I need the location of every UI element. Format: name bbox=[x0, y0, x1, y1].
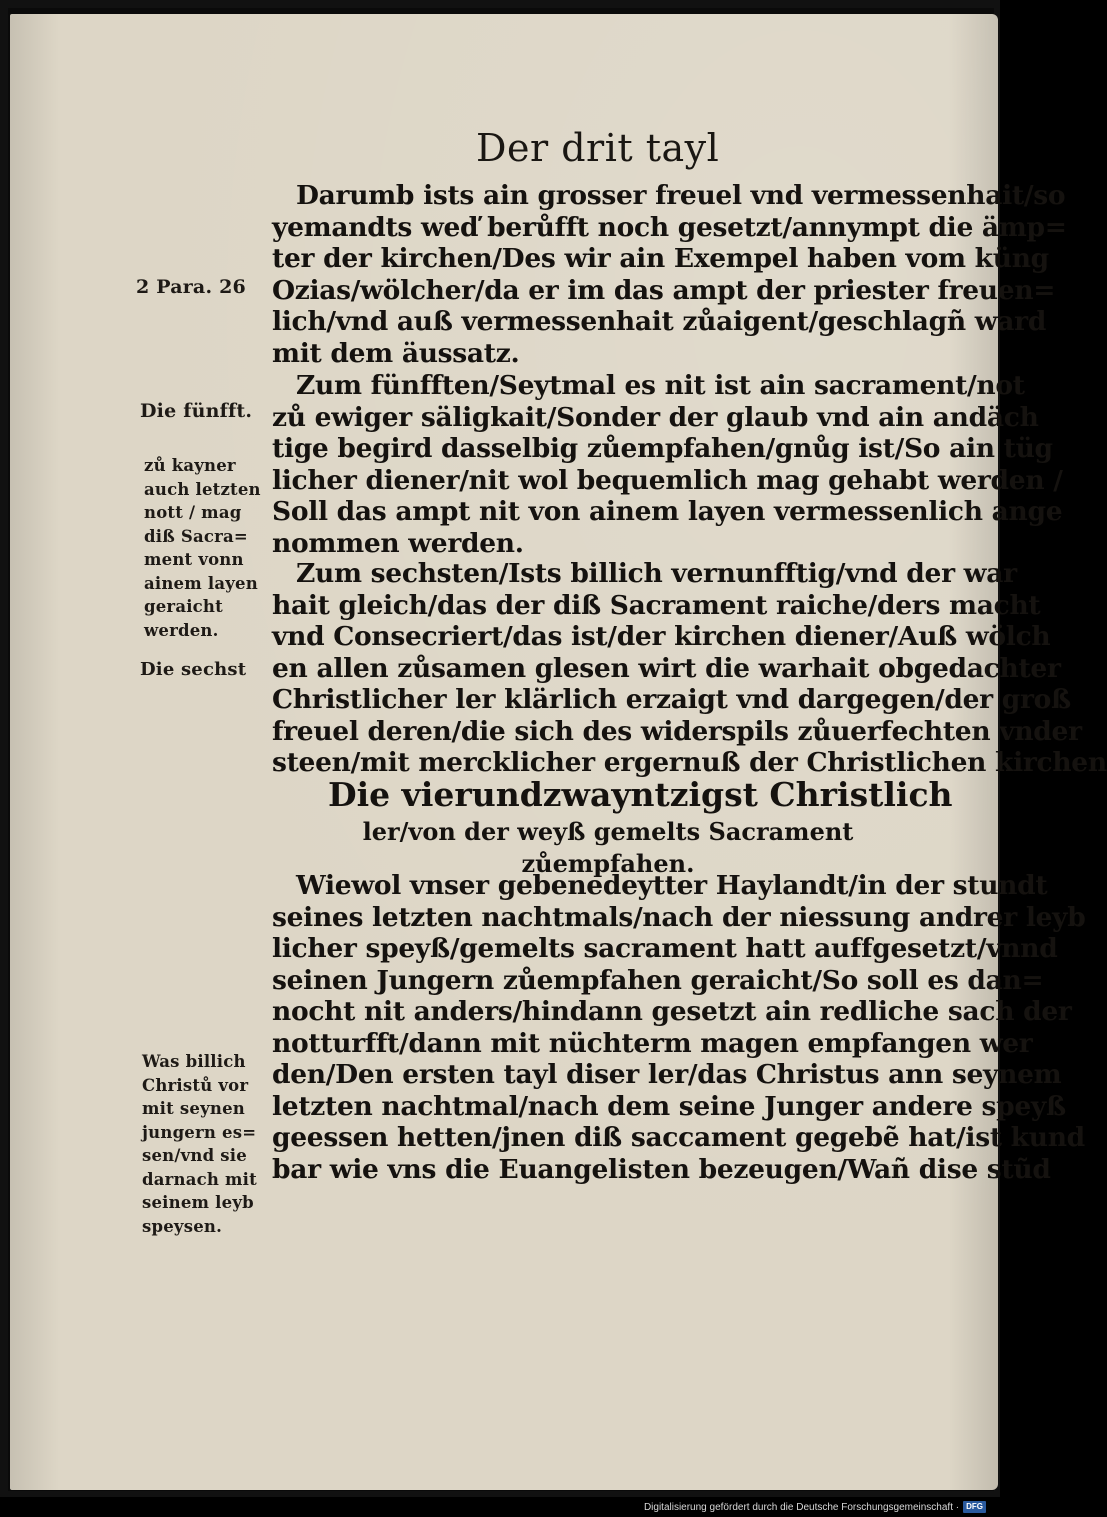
margin-note-line: Die sechst bbox=[140, 659, 247, 680]
text-line: hait gleich/das der diß Sacrament raiche/ders macht bbox=[272, 589, 1041, 621]
margin-note-line: 2 Para. 26 bbox=[136, 276, 246, 298]
book-page bbox=[10, 14, 1107, 1490]
text-line: licher diener/nit wol bequemlich mag gehabt werden / bbox=[272, 464, 1063, 496]
scan-border-top bbox=[0, 0, 1000, 8]
margin-note-line: zů kayner bbox=[144, 456, 236, 475]
text-line: bar wie vns die Euangelisten bezeugen/Wañ dise stũd bbox=[272, 1153, 1051, 1185]
text-line: letzten nachtmal/nach dem seine Junger andere speyß bbox=[272, 1090, 1066, 1122]
text-line: seines letzten nachtmals/nach der niessung andrer leyb bbox=[272, 901, 1086, 933]
text-line: lich/vnd auß vermessenhait zůaigent/geschlagñ ward bbox=[272, 306, 1047, 337]
text-line: en allen zůsamen glesen wirt die warhait obgedachter bbox=[272, 652, 1061, 684]
margin-note-line: mit seynen bbox=[142, 1099, 245, 1118]
text-line: steen/mit mercklicher ergernuß der Christlichen kirchen bbox=[272, 747, 1107, 778]
chapter-heading-line: ler/von der weyß gemelts Sacrament bbox=[362, 817, 854, 846]
running-head: Der drit tayl bbox=[476, 126, 720, 170]
margin-note-fuenfft bbox=[140, 400, 252, 424]
margin-note-line: diß Sacra= bbox=[144, 526, 248, 546]
text-line: Wiewol vnser gebenedeytter Haylandt/in der stundt bbox=[296, 870, 1048, 901]
margin-note-line: Christů vor bbox=[142, 1075, 249, 1095]
margin-note-line: Was billich bbox=[142, 1052, 246, 1071]
text-line: notturfft/dann mit nüchterm magen empfangen wer bbox=[272, 1027, 1033, 1059]
chapter-heading-line: zůempfahen. bbox=[521, 849, 695, 878]
text-line: licher speyß/gemelts sacrament hatt auffgesetzt/vnnd bbox=[272, 933, 1058, 964]
scan-border-bottom bbox=[0, 1491, 1000, 1497]
margin-note-line: sen/vnd sie bbox=[142, 1146, 247, 1165]
text-line: vnd Consecriert/das ist/der kirchen diener/Auß wölch bbox=[272, 621, 1051, 652]
margin-note-wasbillich bbox=[142, 1050, 257, 1238]
text-line: Zum sechsten/Ists billich vernunfftig/vnd der war bbox=[296, 558, 1017, 589]
paragraph-1 bbox=[272, 180, 1067, 369]
text-line: freuel deren/die sich des widerspils zůuerfechten vnder bbox=[272, 715, 1082, 747]
margin-note-sechst bbox=[140, 658, 246, 682]
text-line: seinen Jungern zůempfahen geraicht/So soll es dan= bbox=[272, 964, 1044, 996]
text-line: tige begird dasselbig zůempfahen/gnůg ist/So ain tüg bbox=[272, 433, 1053, 464]
footer-text: Digitalisierung gefördert durch die Deutsche Forschungsgemeinschaft · bbox=[643, 1501, 960, 1513]
paragraph-4 bbox=[272, 870, 1086, 1185]
text-line: nocht nit anders/hindann gesetzt ain redliche sach der bbox=[272, 996, 1072, 1027]
chapter-heading-line: Die vierundzwayntzigst Christlich bbox=[328, 775, 953, 814]
margin-note-line: ainem layen bbox=[144, 573, 258, 593]
dfg-footer bbox=[644, 1500, 986, 1514]
text-line: zů ewiger säligkait/Sonder der glaub vnd ain andäch bbox=[272, 401, 1039, 433]
margin-note-line: auch letzten bbox=[144, 479, 261, 499]
margin-note-reference bbox=[136, 276, 246, 300]
text-line: nommen werden. bbox=[272, 527, 524, 559]
margin-note-line: Die fünfft. bbox=[140, 400, 253, 422]
margin-note-line: seinem leyb bbox=[142, 1193, 254, 1212]
text-line: Ozias/wölcher/da er im das ampt der priester freuen= bbox=[272, 274, 1056, 306]
text-line: den/Den ersten tayl diser ler/das Christus ann seynem bbox=[272, 1059, 1062, 1090]
scan-border-left bbox=[0, 0, 8, 1497]
margin-note-line: jungern es= bbox=[142, 1122, 257, 1142]
margin-note-line: darnach mit bbox=[142, 1169, 257, 1189]
text-line: yemandts weď berůfft noch gesetzt/annympt die ämp= bbox=[272, 211, 1067, 243]
text-line: mit dem äussatz. bbox=[272, 337, 520, 369]
text-line: Soll das ampt nit von ainem layen vermessenlich ange bbox=[272, 496, 1063, 527]
paragraph-2 bbox=[272, 370, 1063, 559]
text-line: geessen hetten/jnen diß saccament gegebẽ hat/ist kund bbox=[272, 1122, 1085, 1153]
margin-note-line: geraicht bbox=[144, 597, 223, 616]
margin-note-line: nott / mag bbox=[144, 503, 242, 522]
margin-note-kayner bbox=[144, 454, 261, 642]
margin-note-line: werden. bbox=[144, 620, 219, 640]
margin-note-line: ment vonn bbox=[144, 550, 244, 569]
chapter-heading bbox=[328, 774, 953, 880]
text-line: ter der kirchen/Des wir ain Exempel haben vom küng bbox=[272, 243, 1049, 274]
margin-note-line: speysen. bbox=[142, 1216, 223, 1236]
text-line: Zum fünfften/Seytmal es nit ist ain sacrament/not bbox=[296, 370, 1025, 401]
text-line: Christlicher ler klärlich erzaigt vnd dargegen/der groß bbox=[272, 684, 1071, 715]
dfg-logo-icon: DFG bbox=[963, 1501, 986, 1513]
paragraph-3 bbox=[272, 558, 1107, 779]
text-line: Darumb ists ain grosser freuel vnd vermessenhait/so bbox=[296, 180, 1066, 211]
